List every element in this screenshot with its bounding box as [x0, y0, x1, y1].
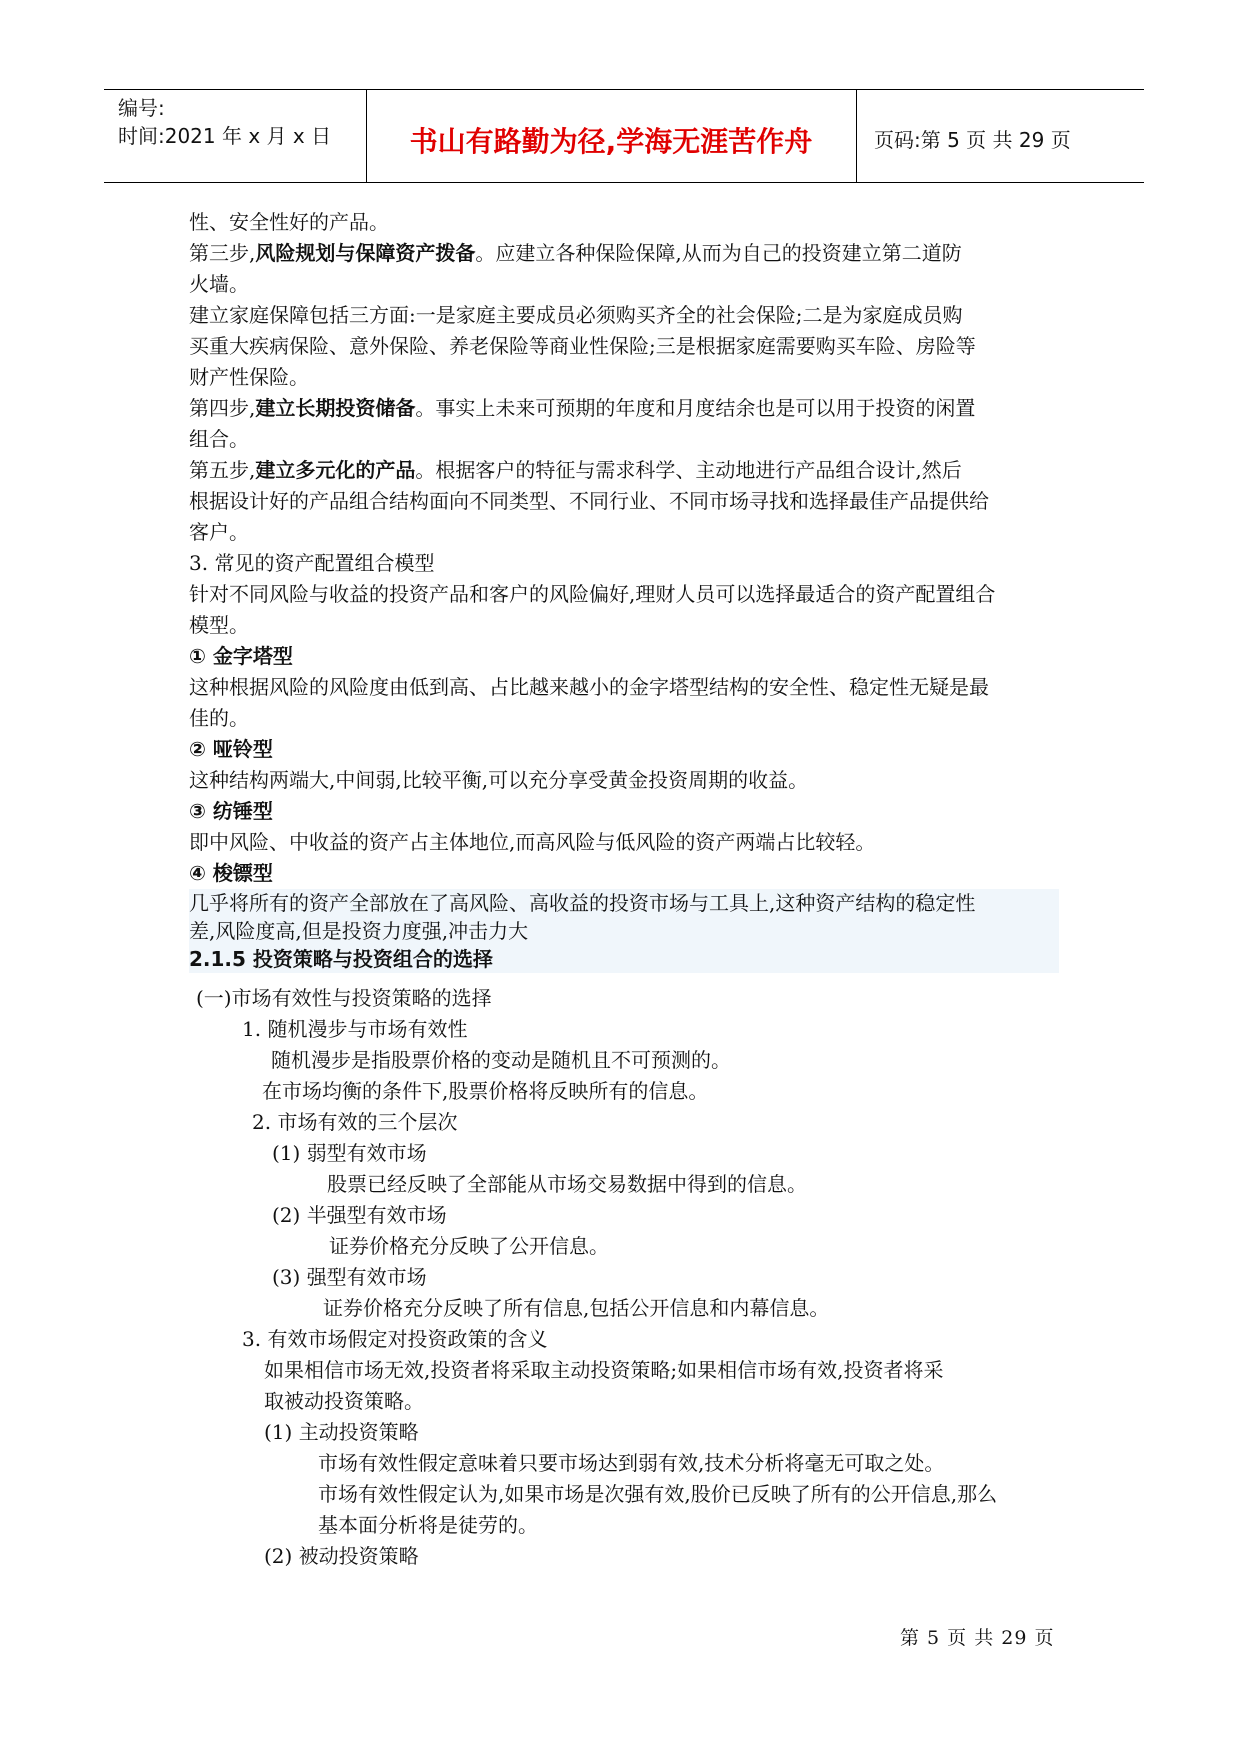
paragraph-line: 火墙。 — [189, 272, 249, 296]
paragraph-line: 股票已经反映了全部能从市场交易数据中得到的信息。 — [327, 1172, 807, 1196]
paragraph-line: 第三步,风险规划与保障资产拨备。应建立各种保险保障,从而为自己的投资建立第二道防 — [189, 241, 962, 265]
step4-heading: 建立长期投资储备 — [255, 396, 416, 420]
model-heading: ② 哑铃型 — [189, 737, 273, 761]
list-item: (1) 主动投资策略 — [264, 1420, 419, 1444]
paragraph-line: 差,风险度高,但是投资力度强,冲击力大 — [189, 917, 1059, 945]
model-heading: ④ 梭镖型 — [189, 861, 273, 885]
paragraph-line: 买重大疾病保险、意外保险、养老保险等商业性保险;三是根据家庭需要购买车险、房险等 — [189, 334, 976, 358]
paragraph-line: 几乎将所有的资产全部放在了高风险、高收益的投资市场与工具上,这种资产结构的稳定性 — [189, 889, 1059, 917]
step5-heading: 建立多元化的产品 — [255, 458, 416, 482]
document-body — [189, 207, 1059, 973]
paragraph-line: 这种根据风险的风险度由低到高、占比越来越小的金字塔型结构的安全性、稳定性无疑是最 — [189, 675, 989, 699]
section-heading: 2.1.5 投资策略与投资组合的选择 — [189, 945, 1059, 973]
list-item: (3) 强型有效市场 — [272, 1265, 427, 1289]
subsection-title: 1. 随机漫步与市场有效性 — [242, 1017, 468, 1041]
number-label: 编号: — [118, 96, 165, 120]
header-motto: 书山有路勤为径,学海无涯苦作舟 — [409, 125, 813, 158]
paragraph-line: 这种结构两端大,中间弱,比较平衡,可以充分享受黄金投资周期的收益。 — [189, 768, 809, 792]
step3-heading: 风险规划与保障资产拨备 — [255, 241, 476, 265]
paragraph-line: 基本面分析将是徒劳的。 — [318, 1513, 538, 1537]
subsection-title: 2. 市场有效的三个层次 — [252, 1110, 458, 1134]
paragraph-line: 取被动投资策略。 — [264, 1389, 424, 1413]
list-item: (2) 半强型有效市场 — [272, 1203, 447, 1227]
page-header — [104, 89, 1144, 183]
paragraph-line: 第四步,建立长期投资储备。事实上未来可预期的年度和月度结余也是可以用于投资的闲置 — [189, 396, 976, 420]
page-footer: 第 5 页 共 29 页 — [900, 1627, 1055, 1649]
paragraph-line: 建立家庭保障包括三方面:一是家庭主要成员必须购买齐全的社会保险;二是为家庭成员购 — [189, 303, 963, 327]
header-page-info: 页码:第 5 页 共 29 页 — [874, 128, 1071, 152]
list-item: (1) 弱型有效市场 — [272, 1141, 427, 1165]
paragraph-line: 如果相信市场无效,投资者将采取主动投资策略;如果相信市场有效,投资者将采 — [264, 1358, 944, 1382]
paragraph-line: 性、安全性好的产品。 — [189, 210, 389, 234]
list-item: (2) 被动投资策略 — [264, 1544, 419, 1568]
paragraph-line: 即中风险、中收益的资产占主体地位,而高风险与低风险的资产两端占比较轻。 — [189, 830, 876, 854]
subsection-title: 3. 有效市场假定对投资政策的含义 — [242, 1327, 548, 1351]
paragraph-line: 市场有效性假定意味着只要市场达到弱有效,技术分析将毫无可取之处。 — [318, 1451, 945, 1475]
paragraph-line: 证券价格充分反映了所有信息,包括公开信息和内幕信息。 — [323, 1296, 830, 1320]
paragraph-line: 客户。 — [189, 520, 249, 544]
paragraph-line: 佳的。 — [189, 706, 249, 730]
paragraph-line: 证券价格充分反映了公开信息。 — [329, 1234, 609, 1258]
paragraph-line: 第五步,建立多元化的产品。根据客户的特征与需求科学、主动地进行产品组合设计,然后 — [189, 458, 962, 482]
header-meta — [118, 94, 331, 150]
section-title: (一)市场有效性与投资策略的选择 — [196, 986, 492, 1010]
paragraph-line: 随机漫步是指股票价格的变动是随机且不可预测的。 — [271, 1048, 731, 1072]
models-title: 3. 常见的资产配置组合模型 — [189, 551, 435, 575]
time-label: 时间:2021 年 x 月 x 日 — [118, 124, 332, 148]
paragraph-line: 财产性保险。 — [189, 365, 309, 389]
paragraph-line: 模型。 — [189, 613, 249, 637]
paragraph-line: 在市场均衡的条件下,股票价格将反映所有的信息。 — [262, 1079, 709, 1103]
paragraph-line: 针对不同风险与收益的投资产品和客户的风险偏好,理财人员可以选择最适合的资产配置组合 — [189, 582, 996, 606]
paragraph-line: 市场有效性假定认为,如果市场是次强有效,股价已反映了所有的公开信息,那么 — [318, 1482, 998, 1506]
model-heading: ③ 纺锤型 — [189, 799, 273, 823]
paragraph-line: 根据设计好的产品组合结构面向不同类型、不同行业、不同市场寻找和选择最佳产品提供给 — [189, 489, 989, 513]
paragraph-line: 组合。 — [189, 427, 249, 451]
model-heading: ① 金字塔型 — [189, 644, 293, 668]
header-divider — [856, 90, 857, 182]
